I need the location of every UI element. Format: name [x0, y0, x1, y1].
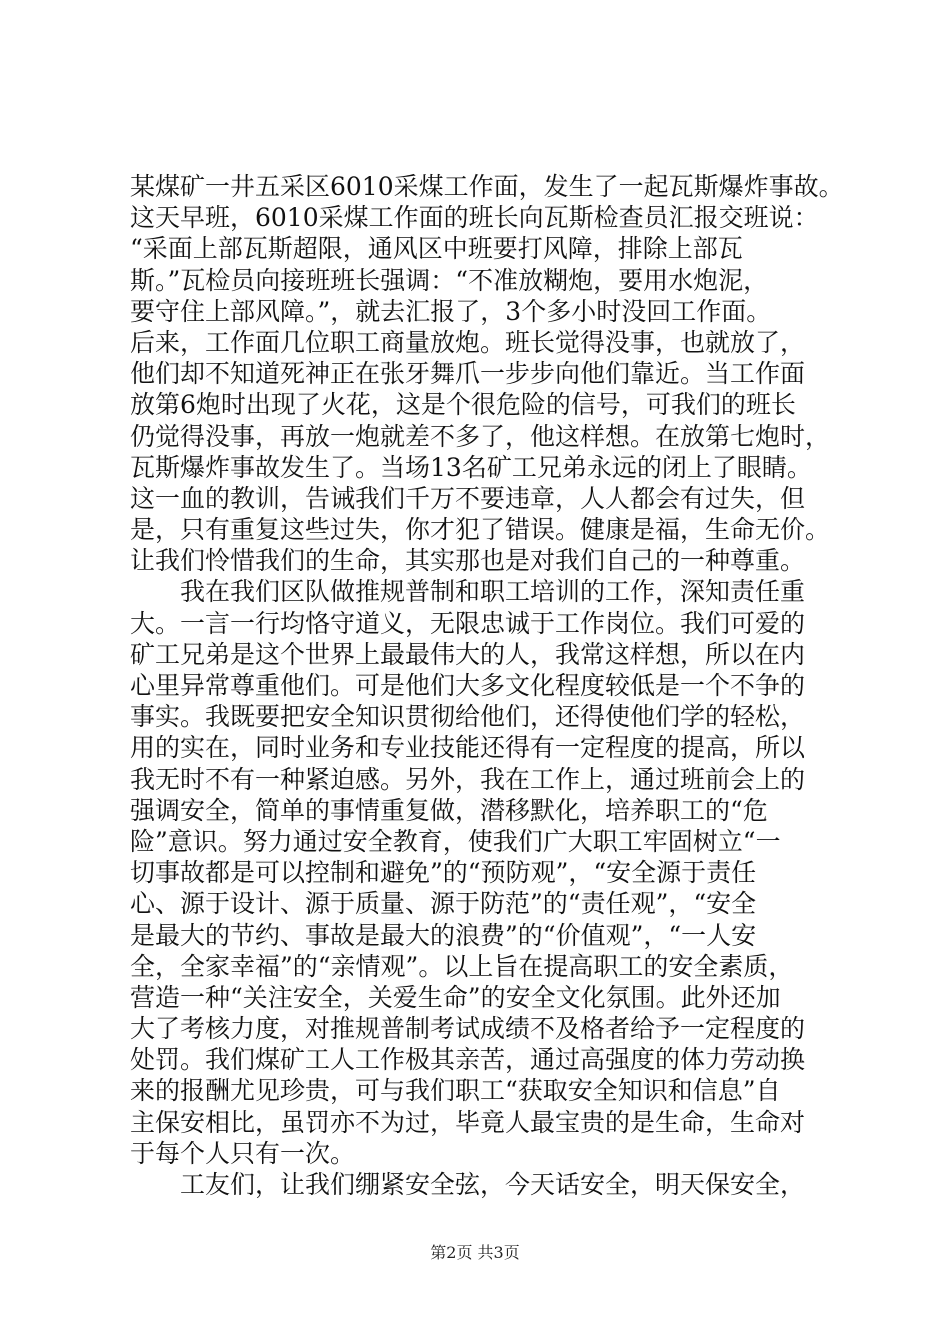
- text-line: 是最大的节约、事故是最大的浪费”的“价值观”，“一人安: [130, 920, 757, 950]
- text-line: 他们却不知道死神正在张牙舞爪一步步向他们靠近。当工作面: [130, 359, 806, 389]
- page-footer: 第2页 共3页: [430, 1243, 520, 1262]
- text-line: 事实。我既要把安全知识贯彻给他们，还得使他们学的轻松，: [130, 702, 806, 732]
- text-line: 主保安相比，虽罚亦不为过，毕竟人最宝贵的是生命，生命对: [130, 1107, 806, 1137]
- text-line: 全，全家幸福”的“亲情观”。以上旨在提高职工的安全素质，: [130, 951, 794, 981]
- text-line: 险”意识。努力通过安全教育，使我们广大职工牢固树立“一: [130, 826, 781, 856]
- text-line: 来的报酬尤见珍贵，可与我们职工“获取安全知识和信息”自: [130, 1076, 781, 1106]
- text-line: 用的实在，同时业务和专业技能还得有一定程度的提高，所以: [130, 733, 806, 763]
- text-line: 放第6炮时出现了火花，这是个很危险的信号，可我们的班长: [130, 390, 796, 420]
- text-line: 强调安全，简单的事情重复做，潜移默化，培养职工的“危: [130, 795, 768, 825]
- text-line: 营造一种“关注安全，关爱生命”的安全文化氛围。此外还加: [130, 982, 781, 1012]
- text-line: 斯。”瓦检员向接班班长强调：“不准放糊炮，要用水炮泥，: [130, 265, 769, 295]
- paragraph-start-line: 工友们，让我们绷紧安全弦，今天话安全，明天保安全，: [180, 1170, 806, 1199]
- text-line: 处罚。我们煤矿工人工作极其亲苦，通过高强度的体力劳动换: [130, 1045, 806, 1075]
- text-line: 让我们怜惜我们的生命，其实那也是对我们自己的一种尊重。: [130, 546, 806, 576]
- text-line: “采面上部瓦斯超限，通风区中班要打风障，排除上部瓦: [130, 234, 743, 264]
- text-line: 是，只有重复这些过失，你才犯了错误。健康是福，生命无价。: [130, 515, 831, 545]
- text-line: 大了考核力度，对推规普制考试成绩不及格者给予一定程度的: [130, 1014, 806, 1044]
- text-line: 我无时不有一种紧迫感。另外，我在工作上，通过班前会上的: [130, 764, 806, 794]
- text-line: 仍觉得没事，再放一炮就差不多了，他这样想。在放第七炮时，: [130, 421, 831, 451]
- text-line: 切事故都是可以控制和避免”的“预防观”，“安全源于责任: [130, 858, 757, 888]
- body-text: [130, 171, 844, 1200]
- text-line: 某煤矿一井五采区6010采煤工作面，发生了一起瓦斯爆炸事故。: [130, 172, 844, 201]
- text-line: 心、源于设计、源于质量、源于防范”的“责任观”，“安全: [130, 889, 757, 919]
- paragraph-start-line: 我在我们区队做推规普制和职工培训的工作，深知责任重: [180, 577, 806, 607]
- text-line: 这一血的教训，告诫我们千万不要违章，人人都会有过失，但: [130, 483, 806, 513]
- text-line: 要守住上部风障。”，就去汇报了，3个多小时没回工作面。: [130, 296, 772, 326]
- text-line: 心里异常尊重他们。可是他们大多文化程度较低是一个不争的: [130, 671, 806, 700]
- text-line: 后来，工作面几位职工商量放炮。班长觉得没事，也就放了，: [130, 327, 806, 357]
- text-line: 瓦斯爆炸事故发生了。当场13名矿工兄弟永远的闭上了眼睛。: [130, 452, 812, 482]
- text-line: 矿工兄弟是这个世界上最最伟大的人，我常这样想，所以在内: [130, 639, 806, 669]
- text-line: 大。一言一行均恪守道义，无限忠诚于工作岗位。我们可爱的: [130, 608, 806, 638]
- text-line: 这天早班，6010采煤工作面的班长向瓦斯检查员汇报交班说：: [130, 203, 819, 233]
- text-line: 于每个人只有一次。: [130, 1138, 356, 1168]
